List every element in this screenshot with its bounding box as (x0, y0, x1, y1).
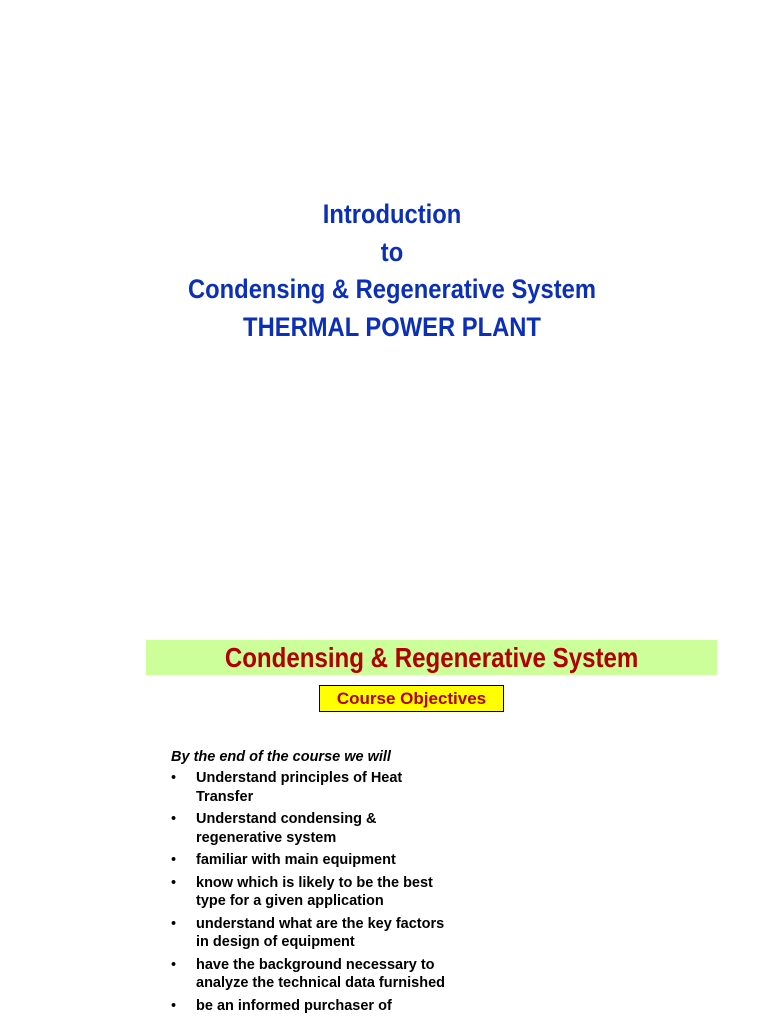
bullet-icon: • (171, 811, 177, 827)
banner-title: Condensing & Regenerative System (224, 642, 639, 673)
list-item-text: be an informed purchaser of (196, 997, 392, 1014)
list-item-text: know which is likely to be the best type for a given application (196, 874, 433, 909)
bullet-icon: • (171, 770, 177, 786)
list-item (171, 997, 458, 1016)
objectives-list (171, 769, 471, 1019)
title-line-to: to (380, 236, 404, 267)
list-item-text: Understand condensing & regenerative system (196, 811, 377, 846)
list-item-text: have the background necessary to analyze the technical data furnished (196, 956, 445, 991)
title-line-system: Condensing & Regenerative System (187, 274, 596, 304)
list-item-text: understand what are the key factors in design of equipment (196, 915, 445, 950)
bullet-icon: • (171, 852, 177, 868)
list-item (171, 769, 458, 806)
title-line-plant: THERMAL POWER PLANT (243, 311, 541, 342)
bullet-icon: • (171, 874, 177, 891)
cover-title (47, 196, 737, 346)
list-item (171, 851, 458, 870)
list-item-text: familiar with main equipment (196, 852, 396, 868)
list-item (171, 874, 458, 911)
list-item (171, 915, 458, 952)
section-banner (146, 640, 717, 675)
objectives-intro: By the end of the course we will (171, 749, 391, 765)
bullet-icon: • (171, 915, 177, 932)
list-item (171, 810, 458, 847)
bullet-icon: • (171, 997, 177, 1014)
title-line-introduction: Introduction (322, 199, 462, 229)
bullet-icon: • (171, 956, 177, 973)
course-objectives-label: Course Objectives (319, 685, 504, 712)
list-item-text: Understand principles of Heat Transfer (196, 770, 403, 805)
list-item (171, 956, 458, 993)
